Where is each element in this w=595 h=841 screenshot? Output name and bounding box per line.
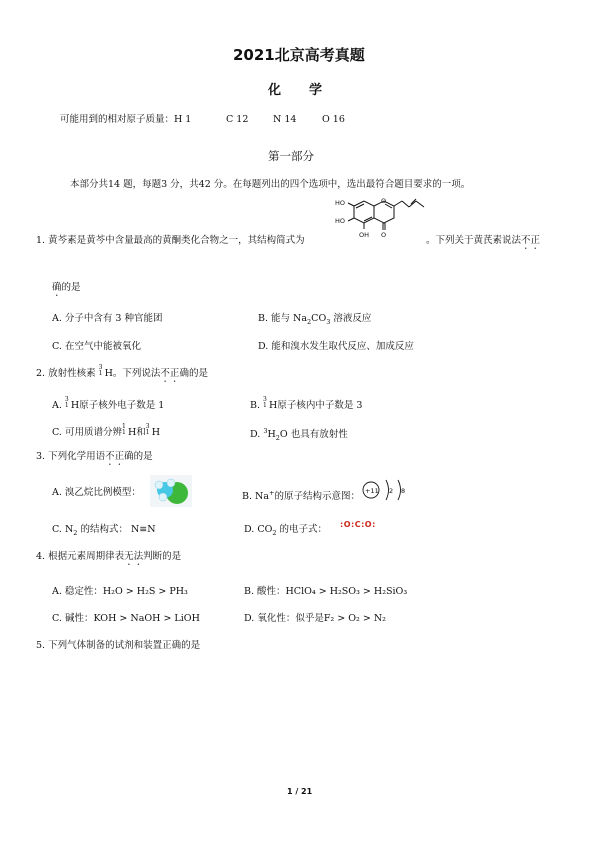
nucleus-charge: +11 [365,487,379,495]
atomic-mass-c: C 12 [226,114,249,125]
q2-isotope-h3: 3 1 [98,364,103,377]
q2-stem-post: 确的是 [179,368,208,379]
q1-emphasis: 不正 [521,235,541,246]
q1-b-sub2: 3 [326,317,331,326]
q2-option-a: A. 3 1 H原子核外电子数是 1 [52,396,165,411]
q1-stem-text-c: 的是 [61,282,81,293]
q1-stem-text: 1. 黄芩素是黄芩中含量最高的黄酮类化合物之一，其结构简式为 [36,235,305,246]
atomic-mass-intro: 可能用到的相对原子质量：H 1 [60,114,192,125]
q1-emphasis-2: 确 [52,282,62,293]
q2-emphasis: 不正 [160,368,180,379]
q4-option-a: A. 稳定性：H₂O > H₂S > PH₃ [52,586,188,597]
q3-option-d: D. $CO_2$ 的电子式： [244,524,328,537]
q1-stem-cont [426,235,540,252]
q1-b-pre: B. 能与 Na [258,313,308,324]
atomic-mass-o: O 16 [322,114,345,125]
q2-option-c: C. 可用质谱分辨 1 1 H和 3 1 H [52,423,161,438]
q2-stem-mid: 。下列说法 [112,368,161,379]
q1-b-sub1: 2 [307,317,312,326]
q3-option-c: C. $N_2$ 的结构式： N≡N [52,524,156,537]
part-title: 第一部分 [268,149,314,163]
q5-stem: 5. 下列气体制备的试剂和装置正确的是 [36,640,201,651]
q4-stem: 4. 根据元素周期律表无法判断的是 [36,551,182,562]
shell-1-electrons: 2 [389,487,394,495]
mol-label-oh: OH [359,231,370,239]
q4-emphasis: 无法 [124,551,144,562]
q2-stem-pre: 2. 放射性核素 [36,368,99,379]
q1-option-b [258,313,371,328]
bromoethane-space-filling-model [150,475,192,507]
q2-option-b: B. 3 1 H原子核内中子数是 3 [250,396,363,411]
q3-emphasis: 不正 [105,451,125,462]
subject-title: 化学 [268,83,351,98]
q1-stem [36,235,305,247]
q2-option-d: D. $^3H_2O$ 也具有放射性 [250,427,348,443]
q2-stem [36,366,208,385]
q1-option-a: A. 分子中含有 3 种官能团 [52,313,163,324]
q1-option-c: C. 在空气中能被氧化 [52,341,141,352]
q1-b-mid: CO [311,313,327,324]
q3-option-b: B. Na+的原子结构示意图： [242,489,360,503]
mol-label-ho-2: HO [335,217,346,225]
q4-option-b: B. 酸性：HClO₄ > H₂SO₃ > H₂SiO₃ [244,586,408,597]
shell-2-electrons: 8 [401,487,406,495]
mol-label-keto-oxygen: O [381,231,387,239]
q2-symbol: H [104,368,113,379]
q4-option-c: C. 碱性：KOH > NaOH > LiOH [52,613,200,624]
q3-stem: 3. 下列化学用语不正确的是 [36,451,153,462]
q1-stem-text-b: 。下列关于黄芪素说法 [426,235,522,246]
q1-option-d: D. 能和溴水发生取代反应、加成反应 [258,341,414,352]
q3-option-a: A. 溴乙烷比例模型： [52,487,141,498]
page-title: 2021北京高考真题 [233,46,365,64]
sodium-ion-structure-diagram [362,476,412,504]
mol-label-ho-1: HO [335,199,346,207]
q1-b-post: 溶液反应 [330,313,372,324]
q1-stem-end [52,282,81,299]
baicalein-structure [330,192,430,248]
mol-label-ring-oxygen: O [381,197,387,205]
atomic-mass-n: N 14 [273,114,297,125]
q4-option-d: D. 氧化性：似乎是F₂ > O₂ > N₂ [244,613,386,624]
part-instructions: 本部分共14 题，每题3 分，共42 分。在每题列出的四个选项中，选出最符合题目要求的一项。 [70,179,471,190]
page-number: 1 / 21 [287,787,313,796]
co2-electron-formula: :O:C:O: [340,520,376,529]
